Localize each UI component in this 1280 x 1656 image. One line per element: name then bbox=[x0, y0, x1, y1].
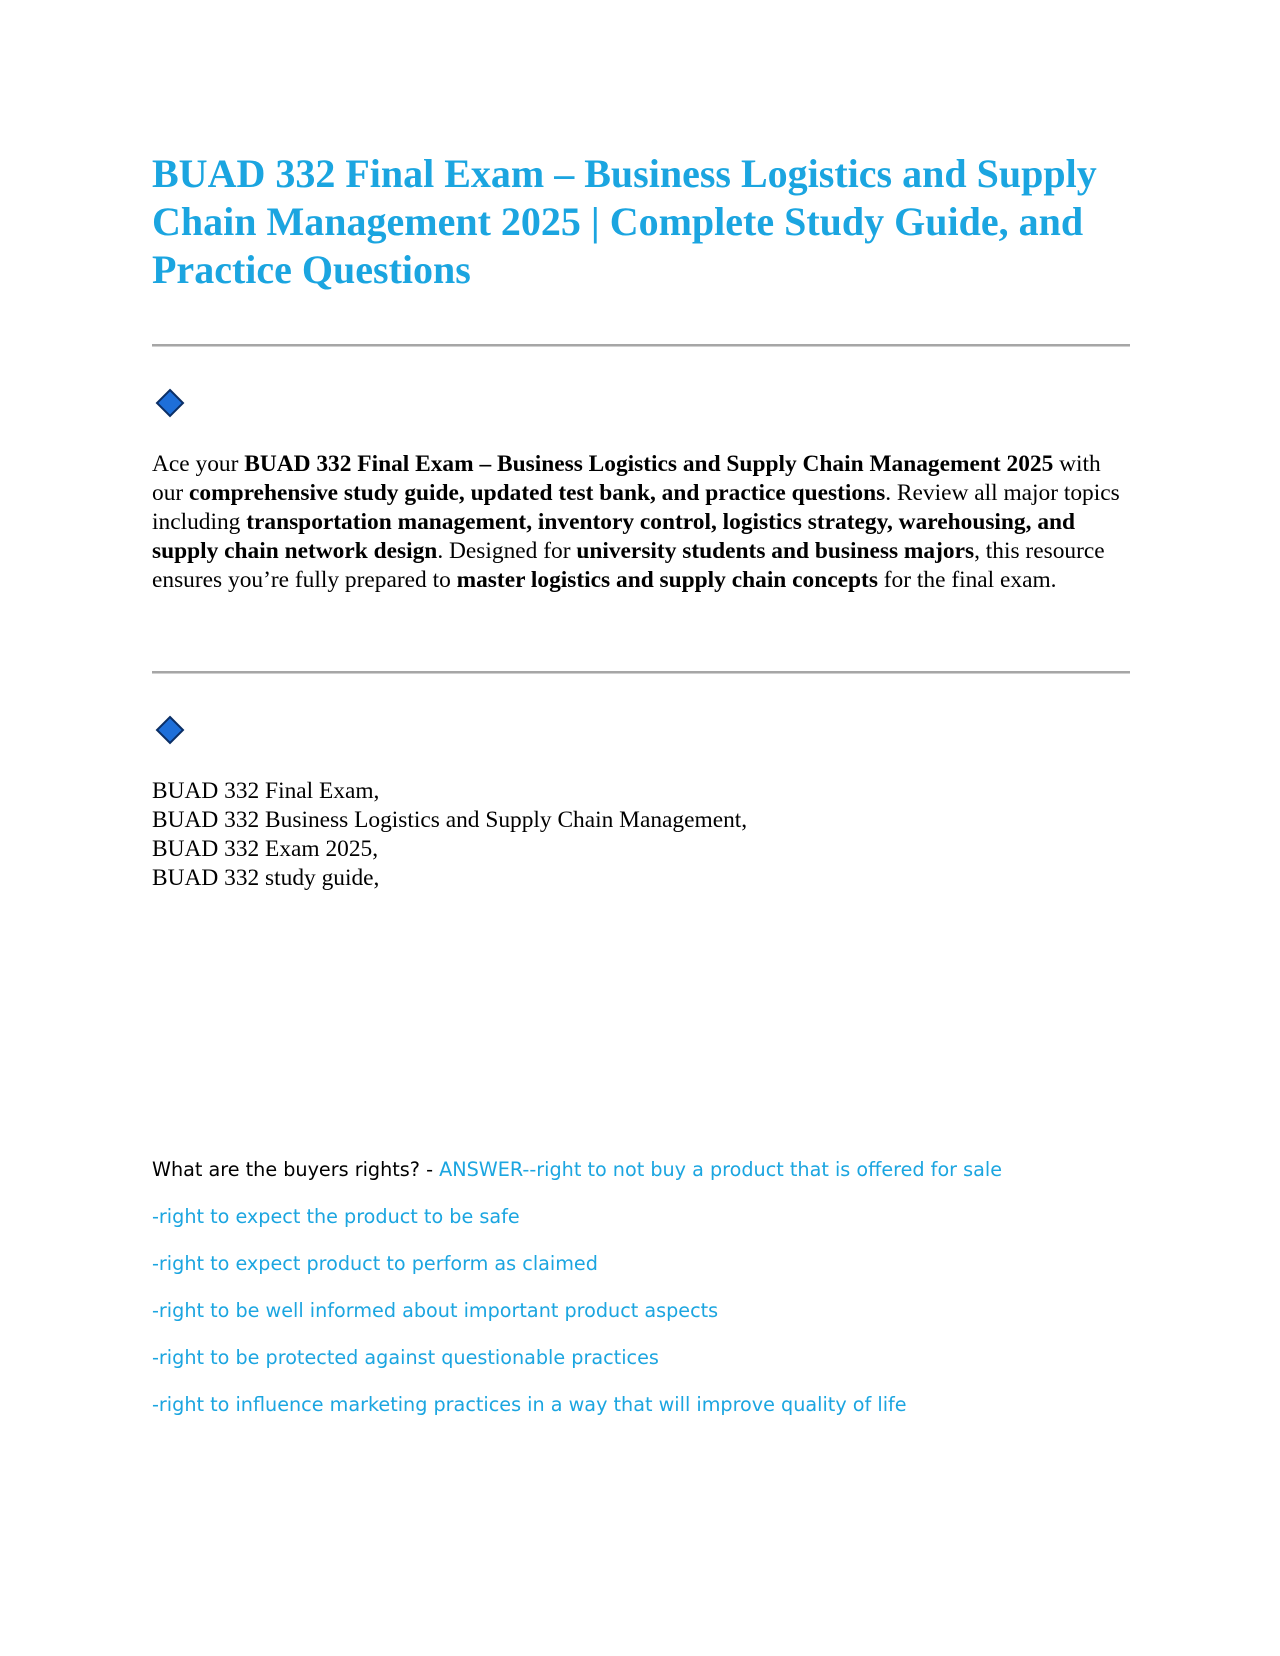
answer-text: ANSWER--right to not buy a product that is offered for sale bbox=[439, 1158, 1003, 1181]
question-text: What are the buyers rights? - bbox=[152, 1158, 440, 1181]
blue-diamond-icon bbox=[155, 715, 185, 745]
horizontal-divider bbox=[152, 344, 1130, 347]
question-answer-block bbox=[152, 1157, 1152, 1439]
keyword-item: BUAD 332 Business Logistics and Supply Chain Management, bbox=[152, 807, 748, 833]
keyword-item: BUAD 332 Final Exam, bbox=[152, 778, 380, 804]
answer-line: -right to be protected against questionable practices bbox=[152, 1346, 659, 1369]
answer-line: -right to influence marketing practices in a way that will improve quality of life bbox=[152, 1393, 907, 1416]
blue-diamond-icon bbox=[155, 388, 185, 418]
answer-line: -right to be well informed about important product aspects bbox=[152, 1299, 719, 1322]
horizontal-divider bbox=[152, 671, 1130, 674]
keyword-list bbox=[152, 777, 1132, 893]
question-line bbox=[152, 1157, 1152, 1204]
keyword-item: BUAD 332 study guide, bbox=[152, 865, 380, 891]
intro-paragraph: Ace your BUAD 332 Final Exam – Business Logistics and Supply Chain Management 2025 with our comprehensive study guide, updated test bank, and practice questions. Review all major topics including transportation management, inventory control, logistics strategy, warehousing, and supply chain network design. Designed for university students and business majors, this resource ensures you’re fully prepared to master logistics and supply chain concepts for the final exam. bbox=[152, 451, 1120, 593]
answer-line: -right to expect the product to be safe bbox=[152, 1205, 520, 1228]
answer-line: -right to expect product to perform as claimed bbox=[152, 1252, 598, 1275]
document-title: BUAD 332 Final Exam – Business Logistics and Supply Chain Management 2025 | Complete Study Guide, and Practice Questions bbox=[152, 151, 1097, 292]
keyword-item: BUAD 332 Exam 2025, bbox=[152, 836, 379, 862]
